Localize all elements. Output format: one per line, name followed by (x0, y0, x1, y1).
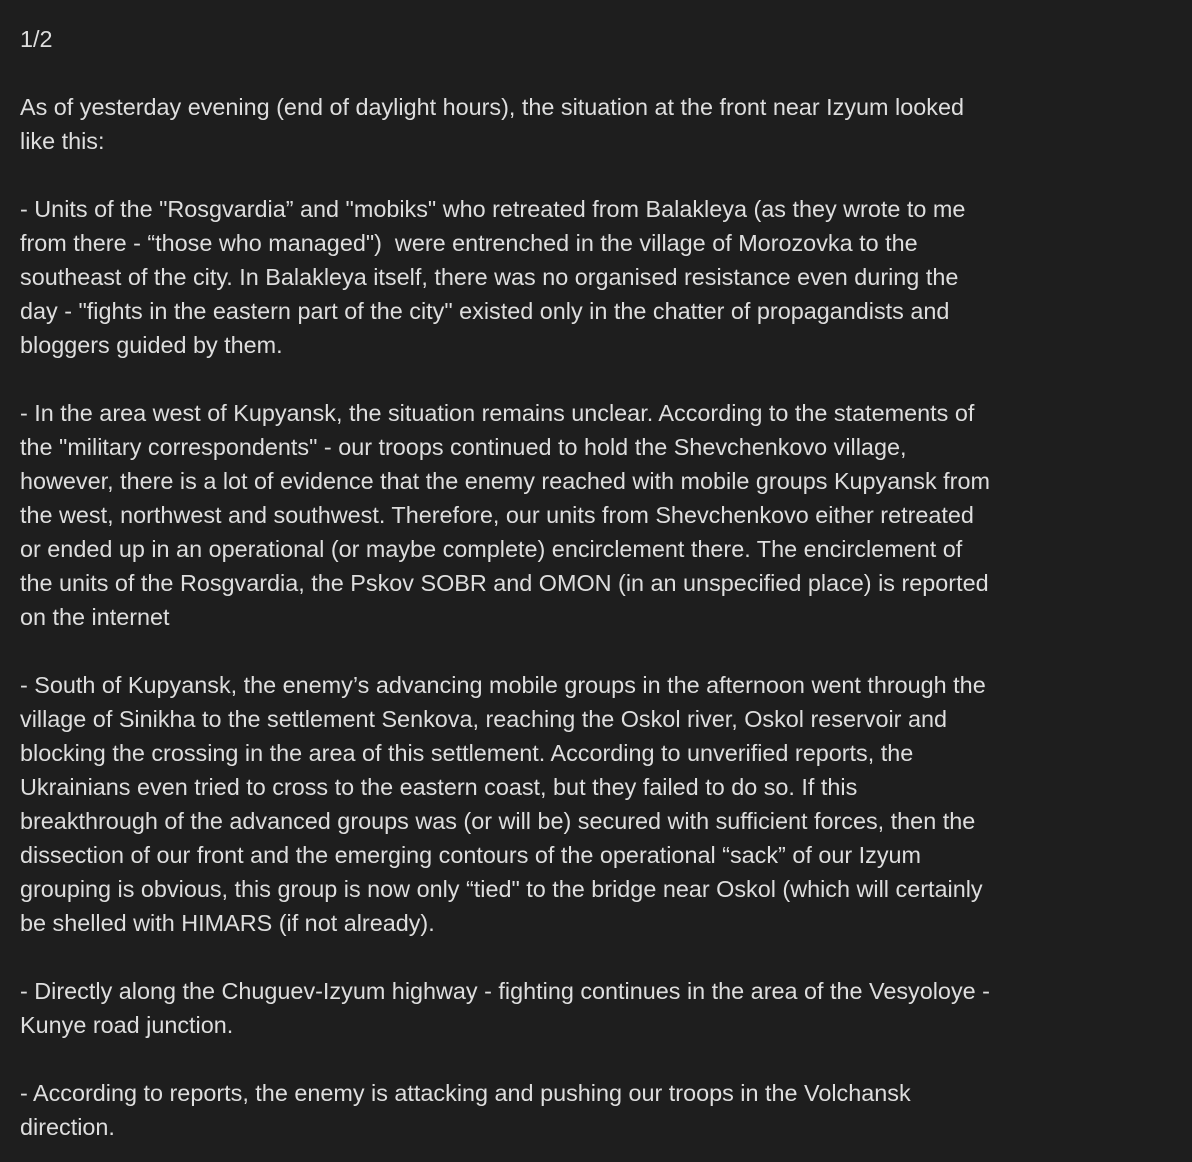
paragraph (20, 668, 1172, 940)
blank-line (20, 158, 1172, 192)
blank-line (20, 362, 1172, 396)
text-line: Ukrainians even tried to cross to the eastern coast, but they failed to do so. If this (20, 774, 858, 800)
text-line: be shelled with HIMARS (if not already). (20, 910, 435, 936)
text-line: As of yesterday evening (end of daylight hours), the situation at the front near Izyum looked (20, 94, 964, 120)
text-line: on the internet (20, 604, 170, 630)
text-line: dissection of our front and the emerging contours of the operational “sack” of our Izyum (20, 842, 922, 868)
text-line: day - "fights in the eastern part of the city" existed only in the chatter of propagandists and (20, 298, 950, 324)
blank-line (20, 634, 1172, 668)
text-line: however, there is a lot of evidence that the enemy reached with mobile groups Kupyansk from (20, 468, 990, 494)
text-line: - In the area west of Kupyansk, the situation remains unclear. According to the statements of (20, 400, 975, 426)
page-indicator: 1/2 (20, 26, 53, 52)
paragraph (20, 974, 1172, 1042)
paragraph (20, 90, 1172, 158)
text-line: from there - “those who managed") were entrenched in the village of Morozovka to the (20, 230, 918, 256)
text-line: the "military correspondents" - our troops continued to hold the Shevchenkovo village, (20, 434, 907, 460)
blank-line (20, 56, 1172, 90)
text-line: bloggers guided by them. (20, 332, 283, 358)
text-line: - South of Kupyansk, the enemy’s advancing mobile groups in the afternoon went through the (20, 672, 986, 698)
paragraph (20, 396, 1172, 634)
text-line: blocking the crossing in the area of this settlement. According to unverified reports, the (20, 740, 914, 766)
text-line: grouping is obvious, this group is now only “tied" to the bridge near Oskol (which will certainly (20, 876, 983, 902)
blank-line (20, 1042, 1172, 1076)
text-line: breakthrough of the advanced groups was (or will be) secured with sufficient forces, then the (20, 808, 976, 834)
text-line: Kunye road junction. (20, 1012, 234, 1038)
text-line: village of Sinikha to the settlement Senkova, reaching the Oskol river, Oskol reservoir and (20, 706, 947, 732)
text-line: - According to reports, the enemy is attacking and pushing our troops in the Volchansk (20, 1080, 911, 1106)
text-line: the west, northwest and southwest. Therefore, our units from Shevchenkovo either retreated (20, 502, 974, 528)
paragraph (20, 192, 1172, 362)
text-line: like this: (20, 128, 105, 154)
text-line: direction. (20, 1114, 115, 1140)
text-line: southeast of the city. In Balakleya itself, there was no organised resistance even during the (20, 264, 959, 290)
text-line: the units of the Rosgvardia, the Pskov SOBR and OMON (in an unspecified place) is reported (20, 570, 989, 596)
paragraph (20, 1076, 1172, 1144)
text-line: - Directly along the Chuguev-Izyum highway - fighting continues in the area of the Vesyoloye - (20, 978, 990, 1004)
paragraph-list (20, 90, 1172, 1144)
text-line: or ended up in an operational (or maybe complete) encirclement there. The encirclement of (20, 536, 963, 562)
blank-line (20, 940, 1172, 974)
text-line: - Units of the "Rosgvardia” and "mobiks" who retreated from Balakleya (as they wrote to me (20, 196, 966, 222)
